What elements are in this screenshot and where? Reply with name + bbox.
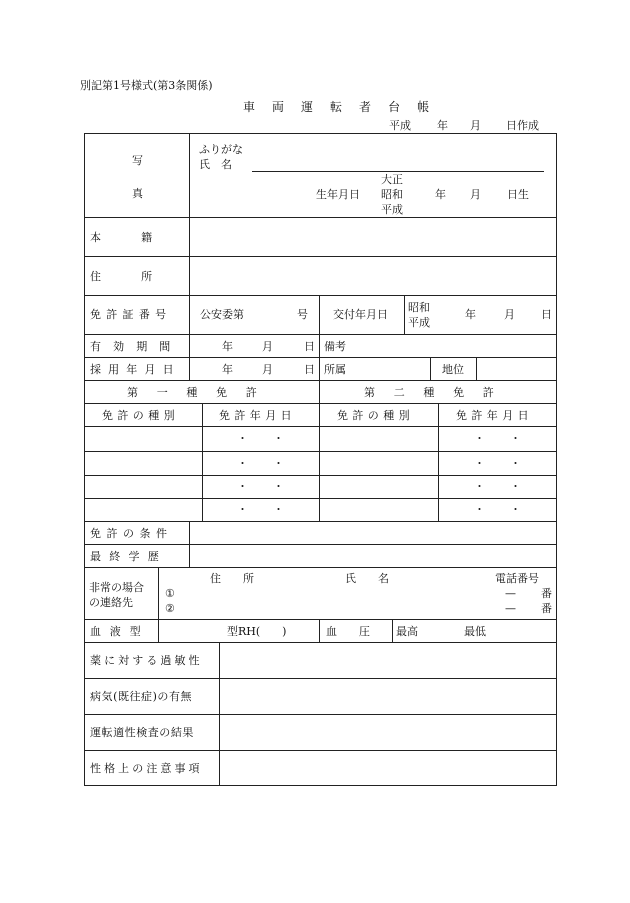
- hire-month: 月: [262, 363, 273, 376]
- date-year: 年: [437, 119, 448, 132]
- license-no-label: 免許証番号: [90, 308, 172, 321]
- date-dot: ・: [237, 480, 248, 493]
- emergency-label-2: の連絡先: [89, 596, 133, 609]
- issue-day: 日: [541, 308, 552, 321]
- dob-era-showa: 昭和: [381, 188, 403, 201]
- license-no-prefix: 公安委第: [200, 308, 244, 321]
- issue-era-showa: 昭和: [408, 301, 430, 314]
- phone-dash-1: —: [505, 587, 516, 600]
- phone-suffix-2: 番: [541, 602, 552, 615]
- dob-day: 日生: [507, 188, 529, 201]
- hire-year: 年: [222, 363, 233, 376]
- date-dot: ・: [273, 457, 284, 470]
- date-dot: ・: [237, 432, 248, 445]
- date-suffix: 日作成: [506, 119, 539, 132]
- hire-date-label: 採用年月日: [90, 363, 181, 376]
- emergency-label-1: 非常の場合: [89, 581, 144, 594]
- issue-month: 月: [504, 308, 515, 321]
- dob-month: 月: [470, 188, 481, 201]
- date-dot: ・: [237, 457, 248, 470]
- dob-era-taisho: 大正: [381, 173, 403, 186]
- valid-year: 年: [222, 340, 233, 353]
- date-dot: ・: [237, 503, 248, 516]
- bp-low-label: 最低: [464, 625, 486, 638]
- photo-label-top: 写: [132, 154, 143, 167]
- emergency-entry-2: ②: [165, 602, 175, 615]
- aptitude-test-label: 運転適性検査の結果: [90, 726, 194, 739]
- class1-date-header: 免許年月日: [219, 409, 296, 422]
- dob-era-heisei: 平成: [381, 203, 403, 216]
- valid-month: 月: [262, 340, 273, 353]
- form-number: 別記第1号様式(第3条関係): [80, 79, 213, 92]
- date-dot: ・: [510, 457, 521, 470]
- emergency-col-name: 氏 名: [345, 572, 389, 585]
- class1-header: 第 一 種 免 許: [127, 386, 261, 399]
- date-dot: ・: [510, 503, 521, 516]
- honseki-label: 本 籍: [90, 231, 159, 244]
- date-dot: ・: [273, 480, 284, 493]
- position-label: 地位: [442, 363, 464, 376]
- date-dot: ・: [510, 480, 521, 493]
- date-era: 平成: [389, 119, 411, 132]
- dob-label: 生年月日: [316, 188, 360, 201]
- name-label: 氏 名: [199, 158, 232, 171]
- allergy-label: 薬に対する過敏性: [90, 654, 203, 667]
- hire-day: 日: [304, 363, 315, 376]
- education-label: 最終学歴: [90, 550, 167, 563]
- dept-label: 所属: [324, 363, 346, 376]
- license-no-suffix: 号: [297, 308, 308, 321]
- photo-label-bottom: 真: [132, 187, 143, 200]
- date-dot: ・: [273, 503, 284, 516]
- furigana-label: ふりがな: [199, 143, 243, 156]
- note-label: 備考: [324, 340, 346, 353]
- personality-notes-label: 性格上の注意事項: [90, 762, 203, 775]
- emergency-entry-1: ①: [165, 587, 175, 600]
- form-title: 車 両 運 転 者 台 帳: [243, 100, 436, 114]
- class2-type-header: 免許の種別: [337, 409, 414, 422]
- dob-year: 年: [435, 188, 446, 201]
- emergency-col-phone: 電話番号: [495, 572, 539, 585]
- phone-dash-2: —: [505, 602, 516, 615]
- medical-history-label: 病気(既往症)の有無: [90, 690, 193, 703]
- class2-header: 第 二 種 免 許: [364, 386, 498, 399]
- address-label: 住 所: [90, 270, 159, 283]
- phone-suffix-1: 番: [541, 587, 552, 600]
- issue-year: 年: [465, 308, 476, 321]
- bp-high-label: 最高: [396, 625, 418, 638]
- date-dot: ・: [510, 432, 521, 445]
- blood-type-label: 血液型: [90, 625, 150, 638]
- issue-date-label: 交付年月日: [333, 308, 388, 321]
- issue-era-heisei: 平成: [408, 316, 430, 329]
- date-dot: ・: [474, 503, 485, 516]
- date-dot: ・: [273, 432, 284, 445]
- date-dot: ・: [474, 480, 485, 493]
- class2-date-header: 免許年月日: [456, 409, 533, 422]
- emergency-col-address: 住 所: [210, 572, 254, 585]
- valid-day: 日: [304, 340, 315, 353]
- conditions-label: 免許の条件: [90, 527, 173, 540]
- date-month: 月: [470, 119, 481, 132]
- blood-pressure-label: 血 圧: [326, 625, 370, 638]
- date-dot: ・: [474, 432, 485, 445]
- valid-period-label: 有効期間: [90, 340, 183, 353]
- class1-type-header: 免許の種別: [102, 409, 179, 422]
- date-dot: ・: [474, 457, 485, 470]
- blood-type-rh: 型RH( ): [227, 625, 287, 638]
